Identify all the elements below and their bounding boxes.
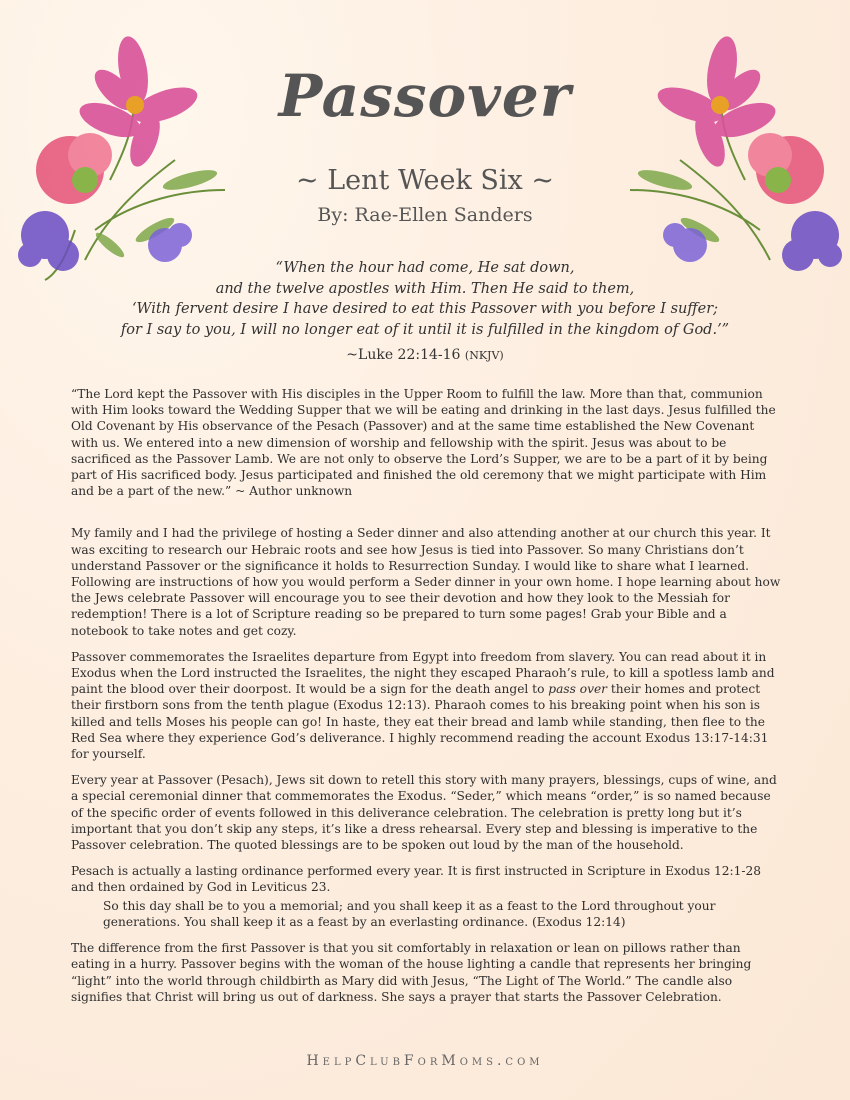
paragraph-emphasis: pass over [548, 682, 608, 697]
paragraph: The difference from the first Passover is that you sit comfortably in relaxation or lean on pillows rather than eating in a hurry. Passover begins with the woman of the house lighting a candle that represents her bringing “light” into the world through childbirth as Mary did with Jesus, “The Light of The World.” The candle also signifies that Christ will bring us out of darkness. She says a prayer that starts the Passover Celebration. [71, 941, 752, 1004]
paragraph-text: their homes and protect their firstborn sons from the tenth plague (Exodus 12:13). Pharaoh comes to his breaking point when his son is killed and tells Moses his people can go! In haste, they eat their bread and lamb while standing, then flee to the Red Sea where they experience God’s deliverance. I highly recommend reading the account Exodus 13:17-14:31 for yourself. [71, 682, 769, 762]
verse-reference-text: ~Luke 22:14-16 [346, 347, 461, 363]
author-byline: By: Rae-Ellen Sanders [317, 204, 533, 226]
page-title: Passover [278, 62, 572, 130]
article-body [71, 386, 781, 1015]
block-quote: So this day shall be to you a memorial; and you shall keep it as a feast to the Lord throughout your generations. You shall keep it as a feast by an everlasting ordinance. (Exodus 12:14) [103, 898, 716, 929]
paragraph: My family and I had the privilege of hosting a Seder dinner and also attending another at our church this year. It was exciting to research our Hebraic roots and see how Jesus is tied into Passover. So many Christians don’t understand Passover or the significance it holds to Resurrection Sunday. I would like to share what I learned. Following are instructions of how you would perform a Seder dinner in your own home. I hope learning about how the Jews celebrate Passover will encourage you to see their devotion and how they look to the Messiah for redemption! There is a lot of Scripture reading so be prepared to turn some pages! Grab your Bible and a notebook to take notes and get cozy. [71, 526, 781, 638]
verse-line: for I say to you, I will no longer eat of it until it is fulfilled in the kingdom of God.’” [120, 321, 730, 338]
verse-reference [0, 347, 850, 363]
paragraph: Pesach is actually a lasting ordinance performed every year. It is first instructed in Scripture in Exodus 12:1-28 and then ordained by God in Leviticus 23. [71, 864, 761, 895]
scripture-verse [110, 258, 740, 340]
paragraph [71, 649, 781, 762]
verse-line: ‘With fervent desire I have desired to eat this Passover with you before I suffer; [131, 301, 719, 317]
verse-line: and the twelve apostles with Him. Then He said to them, [215, 280, 635, 297]
paragraph-text: Passover commemorates the Israelites departure from Egypt into freedom from slavery. You can read about it in Exodus when the Lord instructed the Israelites, the night they escaped Pharaoh’s rule, to kill a spotless lamb and paint the blood over their doorpost. It would be a sign for the death angel to [71, 649, 775, 697]
footer-site-link[interactable]: HelpClubForMoms.com [306, 1053, 544, 1069]
verse-version: (NKJV) [464, 349, 504, 362]
verse-line: “When the hour had come, He sat down, [275, 260, 575, 276]
page-subtitle: ~ Lent Week Six ~ [296, 165, 554, 196]
opening-quote: “The Lord kept the Passover with His disciples in the Upper Room to fulfill the law. More than that, communion with Him looks toward the Wedding Supper that we will be eating and drinking in the last days. Jesus fulfilled the Old Covenant by His observance of the Pesach (Passover) and at the same time established the New Covenant with us. We entered into a new dimension of worship and fellowship with the spirit. Jesus was about to be sacrificed as the Passover Lamb. We are not only to observe the Lord’s Supper, we are to be a part of it by being part of His sacrificed body. Jesus participated and finished the old ceremony that we might participate with Him and be a part of the new.” ~ Author unknown [71, 387, 776, 499]
paragraph: Every year at Passover (Pesach), Jews sit down to retell this story with many prayers, blessings, cups of wine, and a special ceremonial dinner that commemorates the Exodus. “Seder,” which means “order,” is so named because of the specific order of events followed in this deliverance celebration. The celebration is pretty long but it’s important that you don’t skip any steps, it’s like a dress rehearsal. Every step and blessing is imperative to the Passover celebration. The quoted blessings are to be spoken out loud by the man of the household. [71, 773, 777, 853]
